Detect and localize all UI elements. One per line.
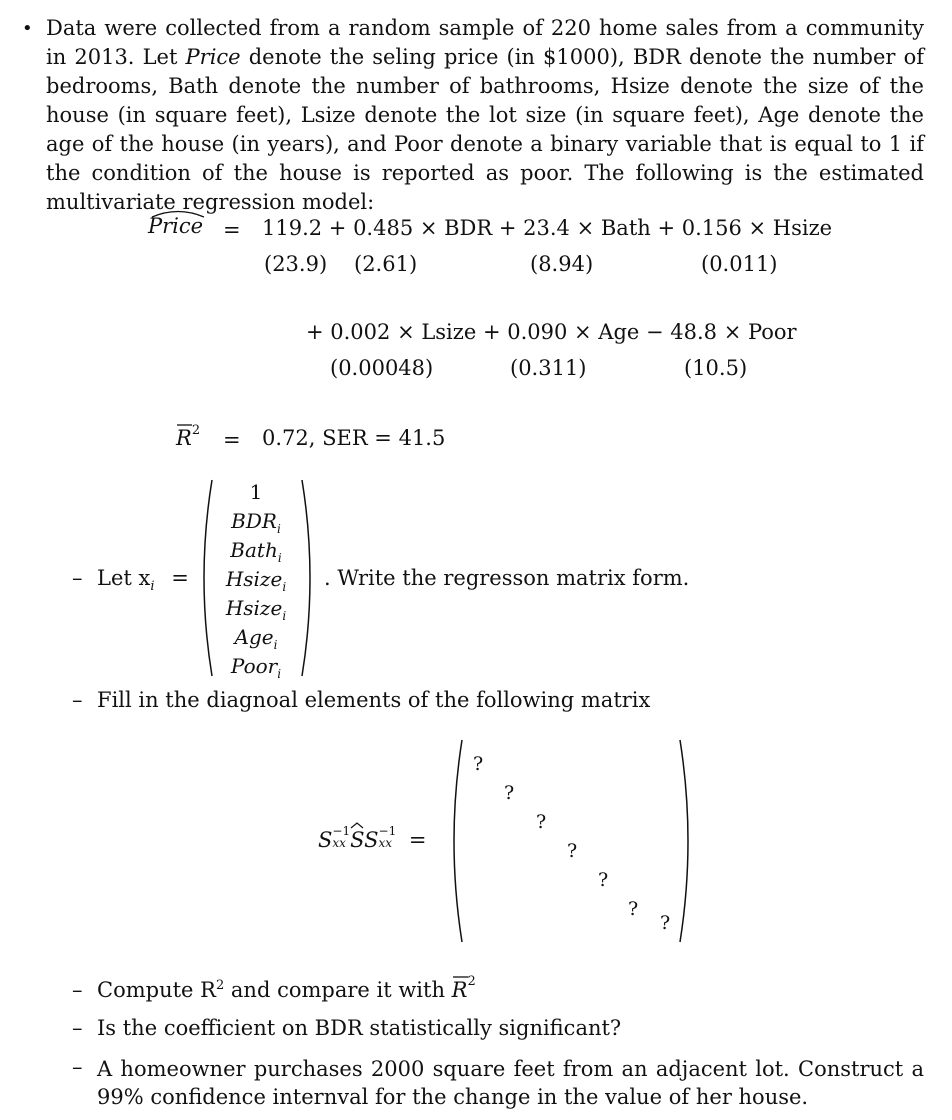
hat-accent-icon (150, 208, 206, 218)
equals-sign-1: = (223, 218, 241, 242)
diag-element-4[interactable]: ? (567, 840, 578, 862)
task-5-text: A homeowner purchases 2000 square feet from an adjacent lot. Construct a 99% confidence internval for the change in the value of her house. (97, 1057, 924, 1109)
diag-element-2[interactable]: ? (504, 782, 515, 804)
equals-sign-3: = (171, 566, 189, 590)
equals-sign-2: = (223, 428, 241, 452)
equals-sign-4: = (408, 828, 427, 852)
price-hat-lhs (148, 214, 203, 238)
vector-entry-hsize: Hsize$_i$ (225, 567, 287, 594)
dash-1: – (72, 566, 83, 590)
se-intercept: (23.9) (264, 252, 328, 276)
task3-sup-2b: 2 (467, 974, 476, 989)
dash-4: – (72, 1016, 83, 1040)
equation-line-1-text: 119.2 + 0.485 × BDR + 23.4 × Bath + 0.156 × Hsize (262, 216, 833, 240)
task-3-text (97, 974, 476, 1002)
hat-icon (350, 822, 364, 829)
diag-element-5[interactable]: ? (598, 869, 609, 891)
equation-line-1 (262, 216, 832, 240)
compute-r2-text: Compute R (97, 978, 216, 1002)
task3-r-bar: R (452, 978, 468, 1002)
matrix-lhs: S −1 xx SS −1 xx = (318, 824, 427, 852)
intro-text-1: Data were collected from a random sample of 220 home sales from a community in 2013. Let (46, 16, 924, 69)
diag-element-7[interactable]: ? (660, 912, 671, 934)
task-2-text: Fill in the diagnoal elements of the following matrix (97, 688, 651, 712)
se-poor: (10.5) (684, 356, 748, 380)
matrix-left-paren-icon (444, 738, 466, 944)
overbar-icon (177, 423, 193, 427)
dash-3: – (72, 978, 83, 1002)
s-letter-2: S (364, 828, 379, 852)
r2-superscript: 2 (191, 423, 201, 438)
diag-element-1[interactable]: ? (473, 753, 484, 775)
task-1-suffix: . Write the regresson matrix form. (324, 566, 690, 590)
task-4-text: Is the coefficient on BDR statistically significant? (97, 1016, 622, 1040)
se-bdr: (2.61) (354, 252, 418, 276)
right-paren-icon (298, 478, 320, 678)
r2-letter: R (176, 426, 192, 450)
vector-entry-poor: Poor$_i$ (230, 654, 282, 681)
left-paren-icon (194, 478, 216, 678)
x-vector (214, 478, 298, 681)
task3-sup-2: 2 (215, 978, 225, 993)
intro-price-var: Price (185, 45, 241, 69)
compare-text: and compare it with (224, 978, 452, 1002)
bullet: • (22, 18, 33, 39)
se-hsize: (0.011) (701, 252, 778, 276)
diag-element-6[interactable]: ? (628, 898, 639, 920)
let-x-text: Let x (97, 566, 151, 590)
vector-entry-bdr: $BDR_i$ (231, 509, 281, 536)
se-age: (0.311) (510, 356, 587, 380)
s-letter-1: S (318, 828, 333, 852)
vector-entry-bath: Bath$_i$ (230, 538, 282, 565)
diag-element-3[interactable]: ? (536, 811, 547, 833)
matrix-right-paren-icon (676, 738, 698, 944)
equation-line-2: + 0.002 × Lsize + 0.090 × Age − 48.8 × Poor (306, 320, 797, 344)
se-bath: (8.94) (530, 252, 594, 276)
vector-entry-hsize-2: Hsize$_i$ (225, 596, 287, 623)
dash-2: – (72, 688, 83, 712)
se-lsize: (0.00048) (330, 356, 434, 380)
s-hat-letter: S (350, 828, 365, 852)
intro-paragraph (46, 14, 924, 217)
dash-5: – (72, 1055, 83, 1079)
r-bar-squared (176, 423, 201, 450)
intro-text-2: denote the seling price (in $1000), BDR denote the number of bedrooms, Bath denote the number of bathrooms, Hsize denote the size of the house (in square feet), Lsize denote the lot size (in square feet), Age denote the age of the house (in years), and Poor denote a binary variable that is equal to 1 if the condition of the house is reported as poor. The following is the estimated multivariate regression model: (46, 45, 924, 214)
vector-entry-1: 1 (249, 480, 263, 504)
r2-value: 0.72, SER = 41.5 (262, 426, 446, 450)
task-1-prefix (97, 566, 189, 594)
x-subscript: i (150, 579, 155, 595)
vector-entry-age: Age$_i$ (234, 625, 278, 652)
price-label: Price (148, 214, 204, 238)
